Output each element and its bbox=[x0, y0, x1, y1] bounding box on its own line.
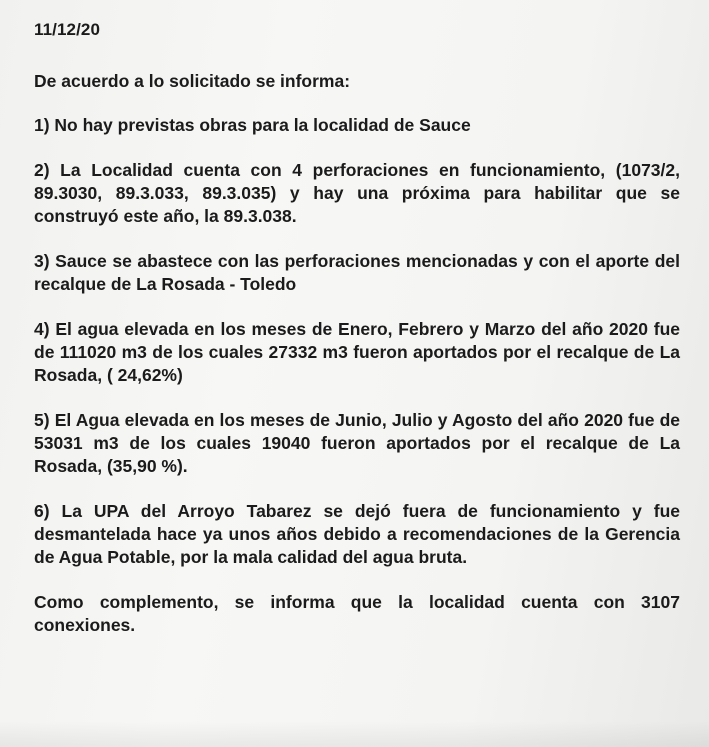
closing-paragraph: Como complemento, se informa que la localidad cuenta con 3107 conexiones. bbox=[34, 592, 680, 635]
document-date: 11/12/20 bbox=[34, 20, 101, 39]
paragraph-item-5: 5) El Agua elevada en los meses de Junio, Julio y Agosto del año 2020 fue de 53031 m3 de los cuales 19040 fueron aportados por el recalque de La Rosada, (35,90 %). bbox=[34, 410, 680, 476]
document-intro: De acuerdo a lo solicitado se informa: bbox=[34, 71, 351, 91]
paragraph-item-2: 2) La Localidad cuenta con 4 perforaciones en funcionamiento, (1073/2, 89.3030, 89.3.033, 89.3.035) y hay una próxima para habilitar que se construyó este año, la 89.3.038. bbox=[34, 160, 680, 226]
paragraph-item-4: 4) El agua elevada en los meses de Enero, Febrero y Marzo del año 2020 fue de 111020 m3 de los cuales 27332 m3 fueron aportados por el recalque de La Rosada, ( 24,62%) bbox=[34, 319, 680, 385]
paragraph-item-1: 1) No hay previstas obras para la localidad de Sauce bbox=[34, 115, 471, 135]
paragraph-item-3: 3) Sauce se abastece con las perforaciones mencionadas y con el aporte del recalque de La Rosada - Toledo bbox=[34, 251, 680, 294]
paragraph-item-6: 6) La UPA del Arroyo Tabarez se dejó fuera de funcionamiento y fue desmantelada hace ya unos años debido a recomendaciones de la Gerencia de Agua Potable, por la mala calidad del agua bruta. bbox=[34, 501, 680, 567]
